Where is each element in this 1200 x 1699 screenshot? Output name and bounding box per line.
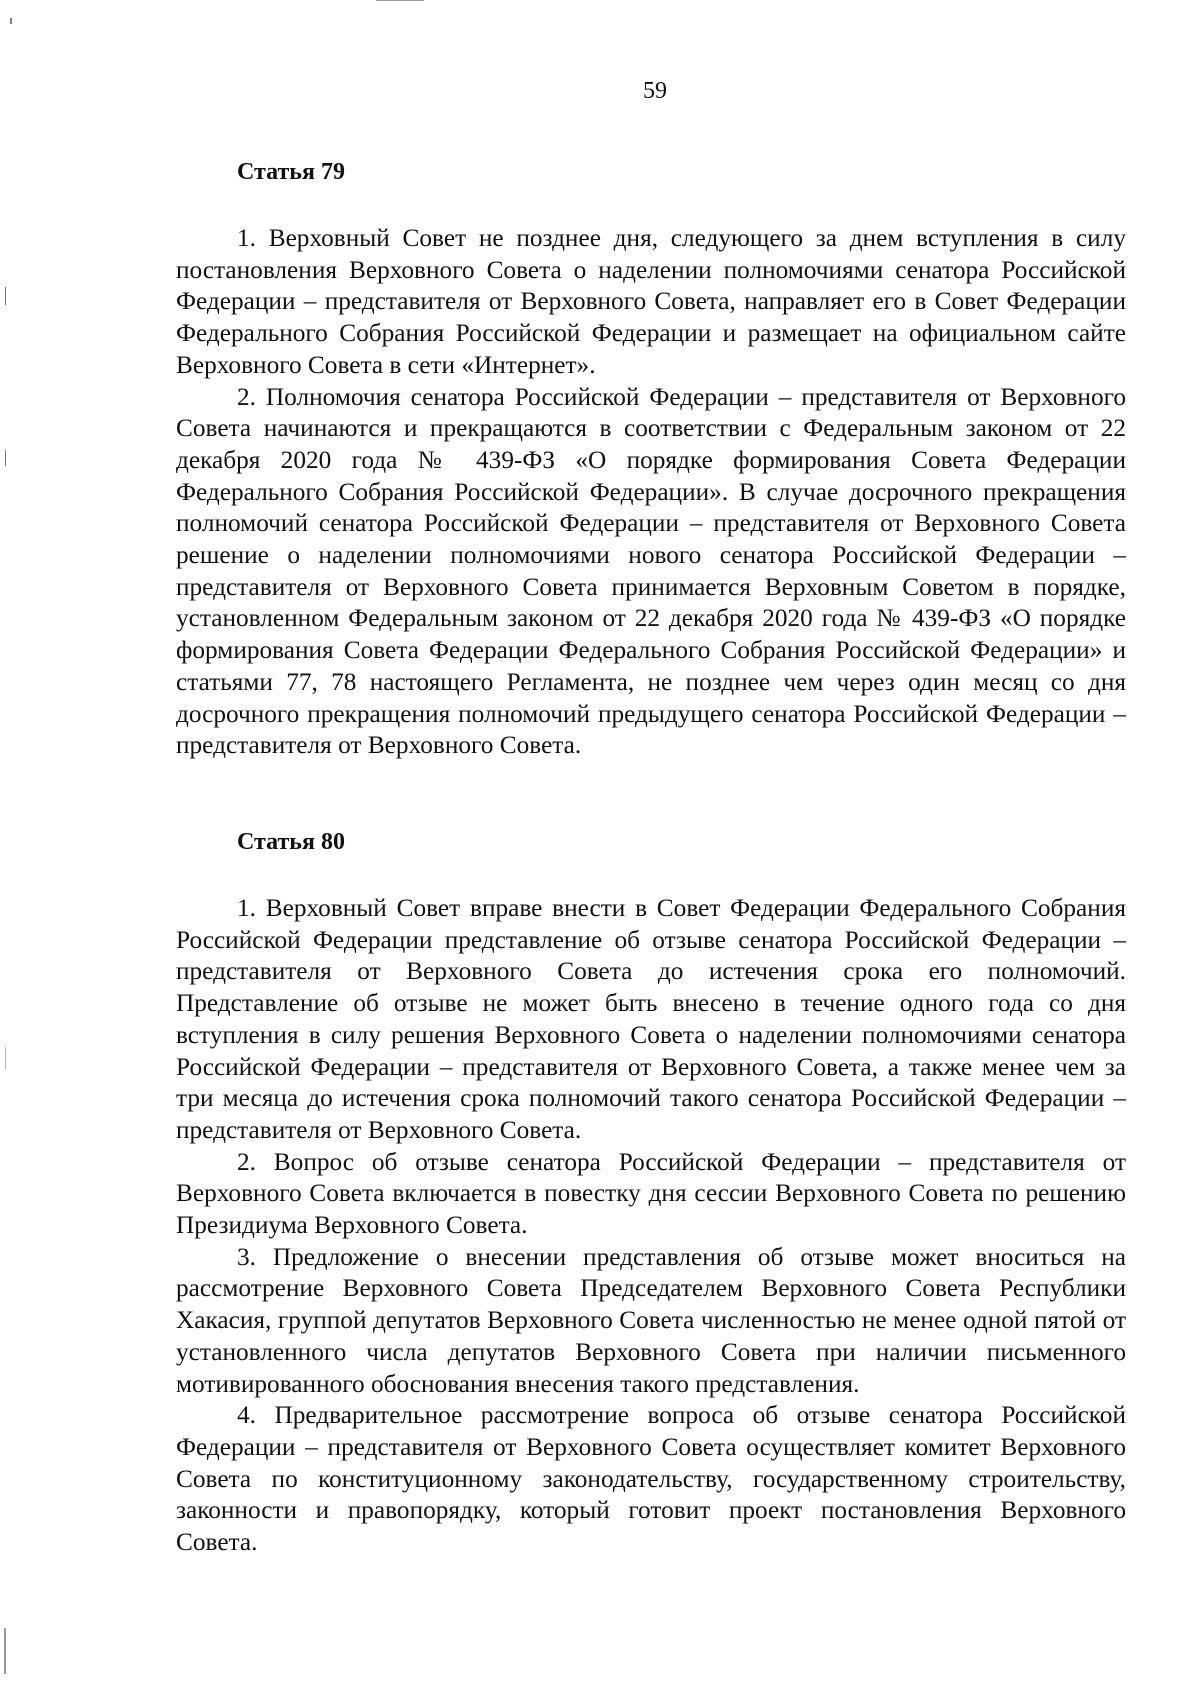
article-79-body — [176, 223, 1126, 762]
article-79-paragraph-2: 2. Полномочия сенатора Российской Федерации – представителя от Верховного Совета начинаются и прекращаются в соответствии с Федеральным законом от 22 декабря 2020 года № 439-ФЗ «О порядке формирования Совета Федерации Федерального Собрания Российской Федерации». В случае досрочного прекращения полномочий сенатора Российской Федерации – представителя от Верховного Совета решение о наделении полномочиями нового сенатора Российской Федерации – представителя от Верховного Совета принимается Верховным Советом в порядке, установленном Федеральным законом от 22 декабря 2020 года № 439-ФЗ «О порядке формирования Совета Федерации Федерального Собрания Российской Федерации» и статьями 77, 78 настоящего Регламента, не позднее чем через один месяц со дня досрочного прекращения полномочий предыдущего сенатора Российской Федерации – представителя от Верховного Совета. — [176, 382, 1126, 760]
scan-speck — [5, 450, 6, 466]
article-80-paragraph-1: 1. Верховный Совет вправе внести в Совет Федерации Федерального Собрания Российской Федерации представление об отзыве сенатора Российской Федерации – представителя от Верховного Совета до истечения срока его полномочий. Представление об отзыве не может быть внесено в течение одного года со дня вступления в силу решения Верховного Совета о наделении полномочиями сенатора Российской Федерации – представителя от Верховного Совета, а также менее чем за три месяца до истечения срока полномочий такого сенатора Российской Федерации – представителя от Верховного Совета. — [176, 894, 1126, 1144]
page-number: 59 — [643, 78, 667, 104]
scan-speck — [4, 1628, 6, 1674]
scan-speck — [10, 18, 12, 24]
article-80-paragraph-2: 2. Вопрос об отзыве сенатора Российской Федерации – представителя от Верховного Совета включается в повестку дня сессии Верховного Совета по решению Президиума Верховного Совета. — [176, 1147, 1126, 1240]
scan-speck — [5, 287, 6, 305]
article-79-heading: Статья 79 — [237, 159, 345, 185]
article-79-paragraph-1: 1. Верховный Совет не позднее дня, следующего за днем вступления в силу постановления Верховного Совета о наделении полномочиями сенатора Российской Федерации – представителя от Верховного Совета, направляет его в Совет Федерации Федерального Собрания Российской Федерации и размещает на официальном сайте Верховного Совета в сети «Интернет». — [176, 224, 1126, 379]
article-80-paragraph-3: 3. Предложение о внесении представления об отзыве может вноситься на рассмотрение Верховного Совета Председателем Верховного Совета Республики Хакасия, группой депутатов Верховного Совета численностью не менее одной пятой от установленного числа депутатов Верховного Совета при наличии письменного мотивированного обоснования внесения такого представления. — [176, 1242, 1126, 1398]
article-80-paragraph-4: 4. Предварительное рассмотрение вопроса об отзыве сенатора Российской Федерации – представителя от Верховного Совета осуществляет комитет Верховного Совета по конституционному законодательству, государственному строительству, законности и правопорядку, который готовит проект постановления Верховного Совета. — [176, 1401, 1126, 1557]
scan-speck — [5, 1047, 6, 1069]
article-80-body — [176, 893, 1126, 1559]
article-80-heading: Статья 80 — [237, 829, 345, 855]
scan-edge-mark — [376, 0, 424, 1]
